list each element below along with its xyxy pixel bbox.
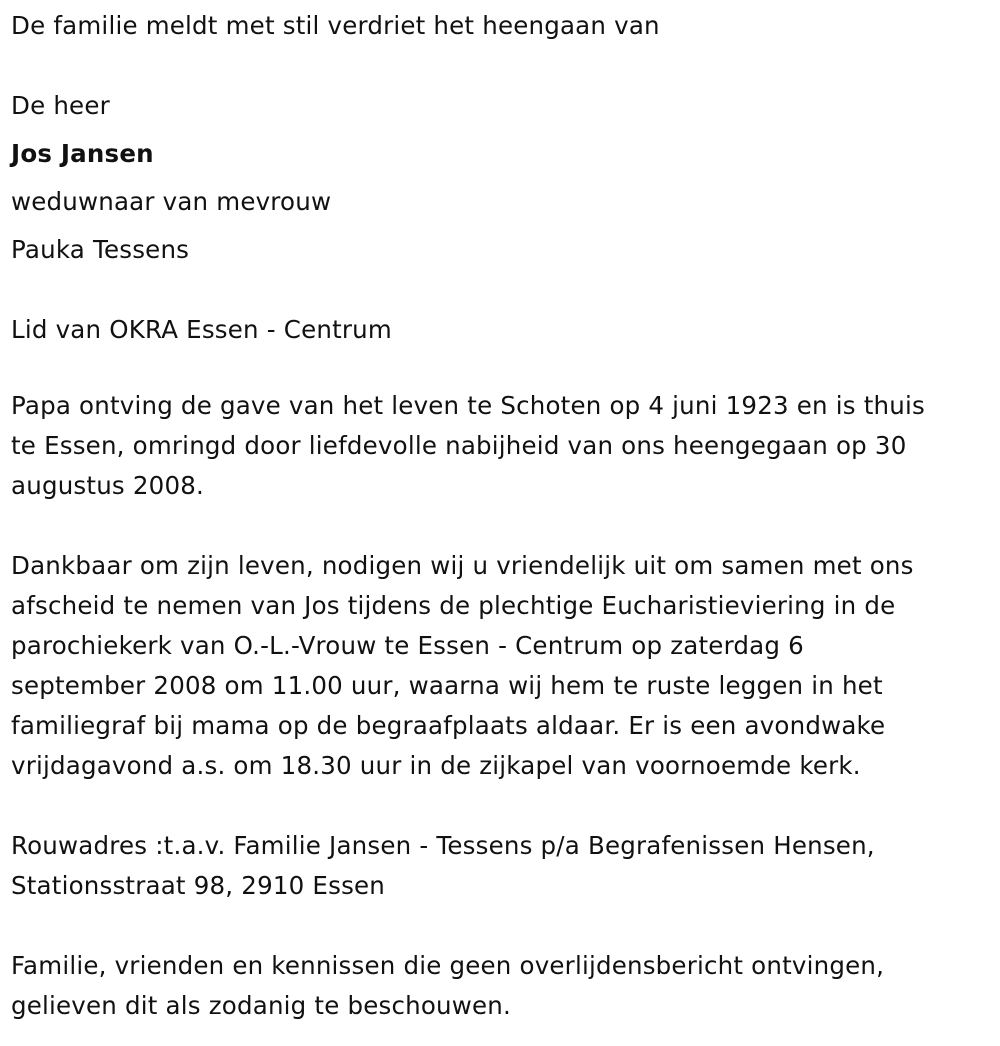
spacer (11, 906, 986, 946)
spacer (11, 50, 986, 82)
paragraph-line: Stationsstraat 98, 2910 Essen (11, 871, 386, 900)
paragraph-line: gelieven dit als zodanig te beschouwen. (11, 991, 512, 1020)
paragraph-address (11, 826, 986, 906)
paragraph-line: te Essen, omringd door liefdevolle nabijheid van ons heengegaan op 30 (11, 431, 907, 460)
paragraph-line: augustus 2008. (11, 471, 205, 500)
spacer (11, 506, 986, 546)
paragraph-line: september 2008 om 11.00 uur, waarna wij hem te ruste leggen in het (11, 671, 883, 700)
paragraph-line: Familie, vrienden en kennissen die geen overlijdensbericht ontvingen, (11, 951, 885, 980)
paragraph-line: Papa ontving de gave van het leven te Schoten op 4 juni 1923 en is thuis (11, 391, 925, 420)
paragraph-line: parochiekerk van O.-L.-Vrouw te Essen - Centrum op zaterdag 6 (11, 631, 804, 660)
paragraph-ceremony (11, 546, 986, 786)
paragraph-closing (11, 946, 986, 1026)
obituary-notice (11, 0, 986, 1026)
deceased-name: Jos Jansen (11, 139, 154, 168)
spacer (11, 274, 986, 306)
paragraph-birth-death (11, 386, 986, 506)
relation-text: weduwnaar van mevrouw (11, 187, 332, 216)
spouse-name: Pauka Tessens (11, 235, 190, 264)
paragraph-line: vrijdagavond a.s. om 18.30 uur in de zijkapel van voornoemde kerk. (11, 751, 861, 780)
spacer (11, 786, 986, 826)
paragraph-line: afscheid te nemen van Jos tijdens de plechtige Eucharistieviering in de (11, 591, 896, 620)
deceased-title: De heer (11, 91, 110, 120)
spacer (11, 354, 986, 386)
paragraph-line: familiegraf bij mama op de begraafplaats aldaar. Er is een avondwake (11, 711, 886, 740)
paragraph-line: Rouwadres :t.a.v. Familie Jansen - Tessens p/a Begrafenissen Hensen, (11, 831, 875, 860)
paragraph-line: Dankbaar om zijn leven, nodigen wij u vriendelijk uit om samen met ons (11, 551, 914, 580)
membership-text: Lid van OKRA Essen - Centrum (11, 315, 392, 344)
intro-text: De familie meldt met stil verdriet het heengaan van (11, 11, 660, 40)
